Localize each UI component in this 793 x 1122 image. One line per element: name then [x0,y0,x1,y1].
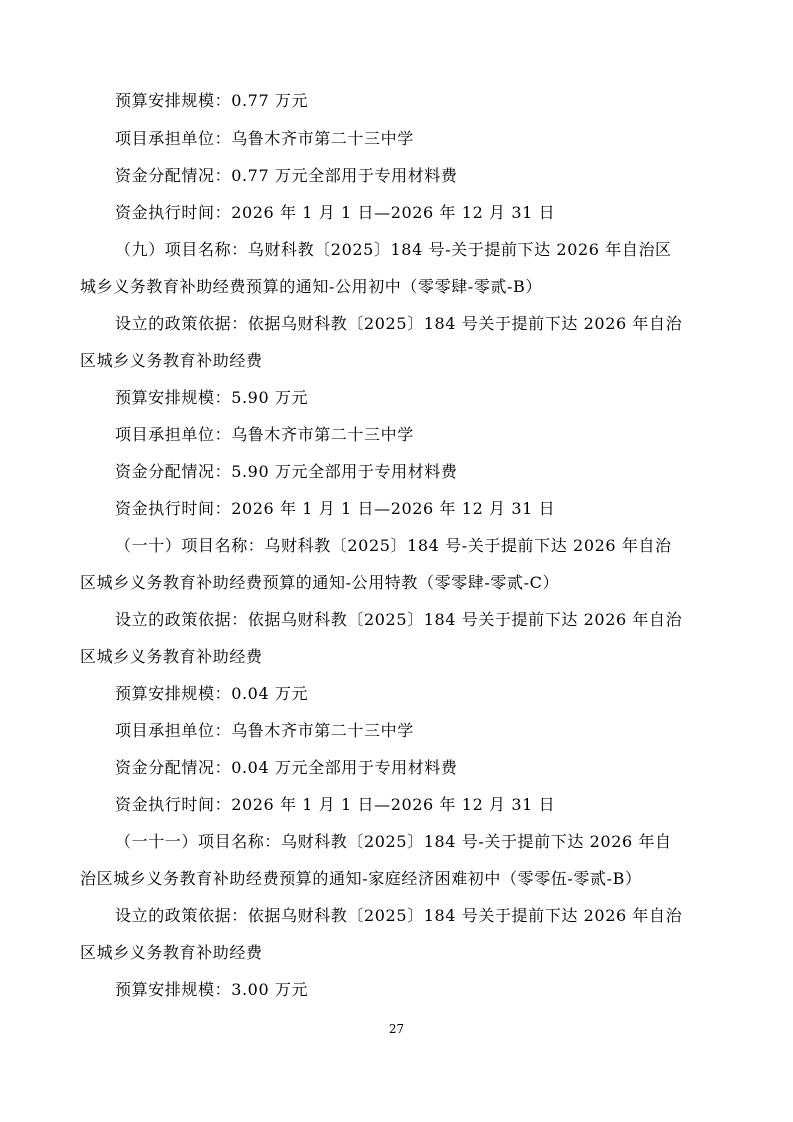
policy-basis-continued: 区城乡义务教育补助经费 [80,943,263,962]
budget-scale-line: 预算安排规模：0.77 万元 [115,91,309,110]
page-number: 27 [388,1022,405,1036]
fund-allocation-line: 资金分配情况：0.04 万元全部用于专用材料费 [115,758,458,777]
policy-basis-line: 设立的政策依据：依据乌财科教〔2025〕184 号关于提前下达 2026 年自治 [115,610,683,629]
project-name-continued: 区城乡义务教育补助经费预算的通知-公用特教（零零肆-零贰-C） [80,573,560,592]
undertaking-unit-line: 项目承担单位：乌鲁木齐市第二十三中学 [115,721,414,740]
undertaking-unit-line: 项目承担单位：乌鲁木齐市第二十三中学 [115,129,414,148]
policy-basis-line: 设立的政策依据：依据乌财科教〔2025〕184 号关于提前下达 2026 年自治 [115,906,683,925]
policy-basis-continued: 区城乡义务教育补助经费 [80,647,263,666]
project-name-line: （一十）项目名称：乌财科教〔2025〕184 号-关于提前下达 2026 年自治 [115,536,672,555]
execution-time-line: 资金执行时间：2026 年 1 月 1 日—2026 年 12 月 31 日 [115,499,556,518]
budget-scale-line: 预算安排规模：3.00 万元 [115,980,309,999]
budget-scale-line: 预算安排规模：5.90 万元 [115,388,309,407]
budget-scale-line: 预算安排规模：0.04 万元 [115,684,309,703]
policy-basis-continued: 区城乡义务教育补助经费 [80,351,263,370]
policy-basis-line: 设立的政策依据：依据乌财科教〔2025〕184 号关于提前下达 2026 年自治 [115,314,683,333]
project-name-line: （九）项目名称：乌财科教〔2025〕184 号-关于提前下达 2026 年自治区 [115,240,672,259]
execution-time-line: 资金执行时间：2026 年 1 月 1 日—2026 年 12 月 31 日 [115,203,556,222]
project-name-continued: 治区城乡义务教育补助经费预算的通知-家庭经济困难初中（零零伍-零贰-B） [80,869,642,888]
execution-time-line: 资金执行时间：2026 年 1 月 1 日—2026 年 12 月 31 日 [115,795,556,814]
project-name-line: （一十一）项目名称：乌财科教〔2025〕184 号-关于提前下达 2026 年自 [115,832,672,851]
project-name-continued: 城乡义务教育补助经费预算的通知-公用初中（零零肆-零贰-B） [80,277,542,296]
undertaking-unit-line: 项目承担单位：乌鲁木齐市第二十三中学 [115,425,414,444]
fund-allocation-line: 资金分配情况：5.90 万元全部用于专用材料费 [115,462,458,481]
fund-allocation-line: 资金分配情况：0.77 万元全部用于专用材料费 [115,166,458,185]
